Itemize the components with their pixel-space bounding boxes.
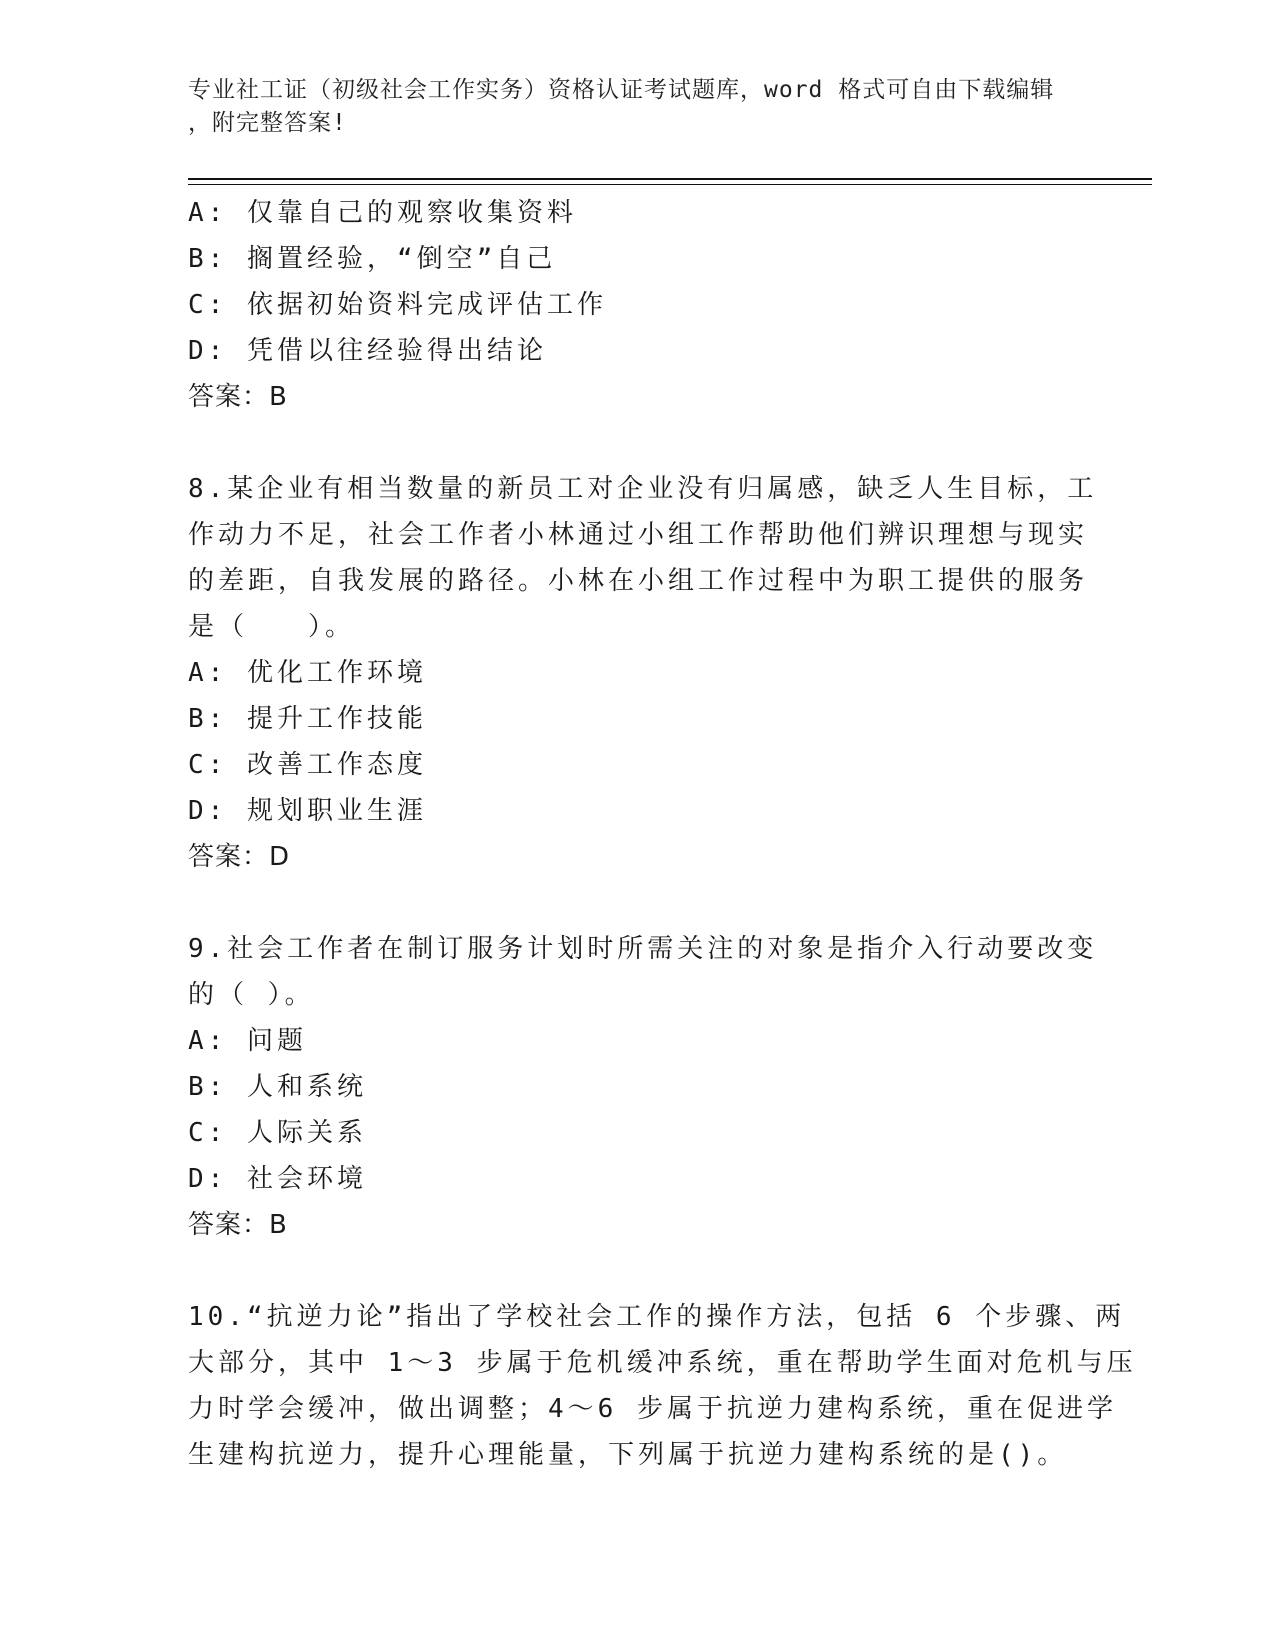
header-title-line-1: 专业社工证（初级社会工作实务）资格认证考试题库，word 格式可自由下载编辑: [188, 77, 1055, 103]
question-text-line: 8.某企业有相当数量的新员工对企业没有归属感，缺乏人生目标，工: [188, 474, 1098, 504]
spacer: [188, 420, 1088, 466]
question-text-line: 10.“抗逆力论”指出了学校社会工作的操作方法，包括 6 个步骤、两: [188, 1302, 1126, 1332]
question-9: [188, 926, 1098, 1248]
question-10: [188, 1294, 1137, 1478]
spacer: [188, 880, 1088, 926]
document-body: [188, 190, 1137, 1478]
document-header: [188, 74, 1068, 140]
option-c: C: 依据初始资料完成评估工作: [188, 290, 607, 320]
option-c: C: 改善工作态度: [188, 750, 427, 780]
question-text-line: 作动力不足，社会工作者小林通过小组工作帮助他们辨识理想与现实: [188, 520, 1089, 550]
spacer: [188, 1248, 1088, 1294]
answer-line: 答案：B: [188, 382, 288, 412]
option-b: B: 人和系统: [188, 1072, 367, 1102]
option-a: A: 优化工作环境: [188, 658, 427, 688]
option-a: A: 问题: [188, 1026, 307, 1056]
question-text-line: 的差距，自我发展的路径。小林在小组工作过程中为职工提供的服务: [188, 566, 1089, 596]
option-c: C: 人际关系: [188, 1118, 367, 1148]
option-d: D: 规划职业生涯: [188, 796, 427, 826]
question-text-line: 力时学会缓冲，做出调整；4～6 步属于抗逆力建构系统，重在促进学: [188, 1394, 1117, 1424]
question-text-line: 生建构抗逆力，提升心理能量，下列属于抗逆力建构系统的是()。: [188, 1440, 1068, 1470]
option-b: B: 搁置经验，“倒空”自己: [188, 244, 557, 274]
answer-line: 答案：D: [188, 842, 291, 872]
question-text-line: 9.社会工作者在制订服务计划时所需关注的对象是指介入行动要改变: [188, 934, 1098, 964]
header-title-line-2: ，附完整答案!: [188, 110, 347, 136]
question-7-tail: [188, 190, 1088, 420]
option-d: D: 社会环境: [188, 1164, 367, 1194]
option-d: D: 凭借以往经验得出结论: [188, 336, 547, 366]
option-a: A: 仅靠自己的观察收集资料: [188, 198, 577, 228]
answer-line: 答案：B: [188, 1210, 288, 1240]
question-text-line: 的（ ）。: [188, 980, 315, 1010]
option-b: B: 提升工作技能: [188, 704, 427, 734]
question-8: [188, 466, 1098, 880]
question-text-line: 是（ ）。: [188, 612, 356, 642]
header-divider-thin: [188, 184, 1152, 185]
header-divider-thick: [188, 178, 1152, 180]
question-text-line: 大部分，其中 1～3 步属于危机缓冲系统，重在帮助学生面对危机与压: [188, 1348, 1137, 1378]
